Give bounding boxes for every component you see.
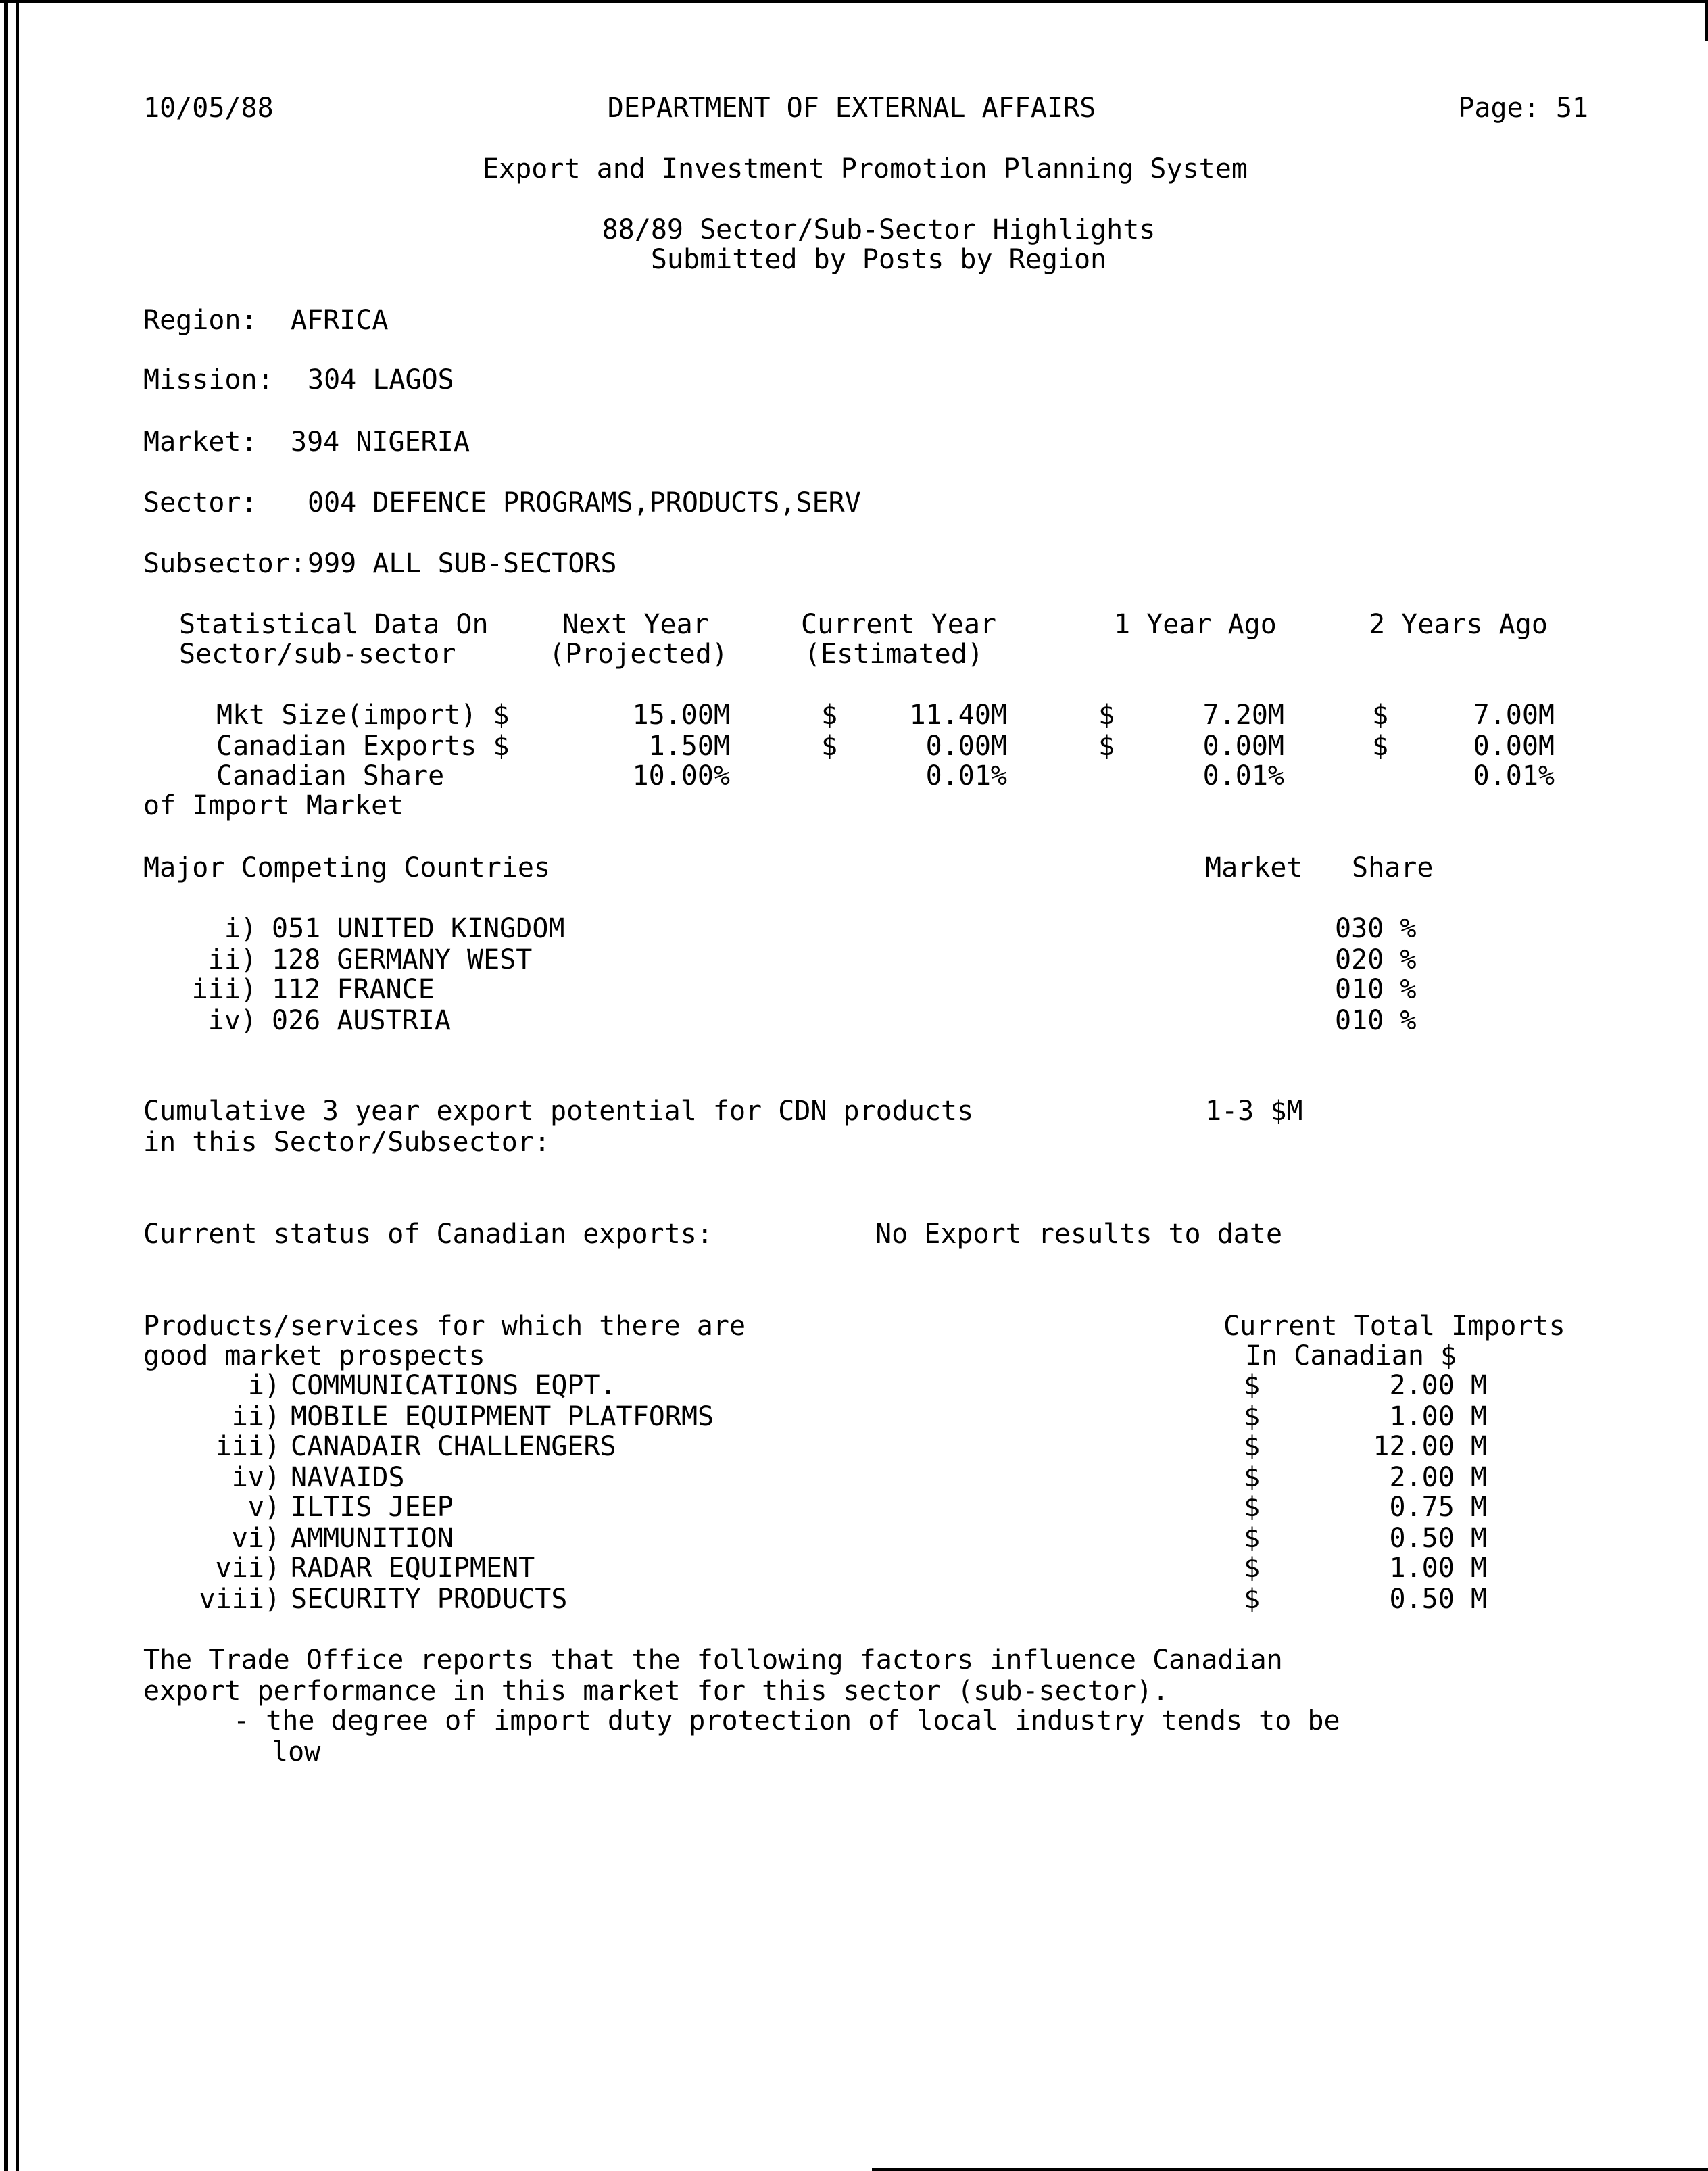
product-name: CANADAIR CHALLENGERS	[291, 1431, 616, 1462]
product-num: v)	[247, 1492, 280, 1523]
dollar-sign: $	[1244, 1492, 1261, 1523]
dollar-sign: $	[1372, 700, 1389, 731]
product-amount: 0.50 M	[1389, 1523, 1487, 1554]
competitor-country: 051 UNITED KINGDOM	[272, 913, 565, 944]
dollar-sign: $	[1244, 1370, 1261, 1401]
sector-label: Sector:	[143, 487, 258, 518]
factors-text-2: export performance in this market for this sector (sub-sector).	[143, 1676, 1169, 1707]
page-number: Page: 51	[1458, 93, 1588, 124]
competitor-num: iv)	[208, 1005, 257, 1036]
report-subtitle: 88/89 Sector/Sub-Sector Highlights	[602, 214, 1156, 245]
dollar-sign: $	[1244, 1462, 1261, 1493]
product-amount: 0.50 M	[1389, 1584, 1487, 1615]
product-name: SECURITY PRODUCTS	[291, 1584, 568, 1615]
competitor-country: 128 GERMANY WEST	[272, 944, 533, 975]
factor-bullet: - the degree of import duty protection of local industry tends to be	[233, 1705, 1340, 1736]
subsector-label: Subsector:	[143, 548, 306, 579]
status-value: No Export results to date	[875, 1219, 1283, 1250]
col-current-year-sub: (Estimated)	[804, 639, 983, 670]
col-next-year-sub: (Projected)	[549, 639, 728, 670]
stat-value: 11.40M	[909, 700, 1007, 731]
product-num: iii)	[215, 1431, 280, 1462]
imports-col-heading-2: In Canadian $	[1245, 1340, 1457, 1371]
stat-value: 0.00M	[925, 731, 1007, 762]
competitor-country: 112 FRANCE	[272, 974, 435, 1005]
subsector-value: 999 ALL SUB-SECTORS	[308, 548, 617, 579]
competitors-heading: Major Competing Countries	[143, 852, 551, 883]
competitors-col-market: Market	[1205, 852, 1303, 883]
product-num: viii)	[199, 1584, 280, 1615]
stat-value: 7.20M	[1202, 700, 1284, 731]
product-amount: 2.00 M	[1389, 1462, 1487, 1493]
product-amount: 1.00 M	[1389, 1401, 1487, 1432]
dollar-sign: $	[1244, 1401, 1261, 1432]
stat-value: 0.00M	[1473, 731, 1555, 762]
scan-left-edge	[4, 0, 8, 2171]
dollar-sign: $	[1244, 1584, 1261, 1615]
stat-value: 15.00M	[632, 700, 730, 731]
dollar-sign: $	[1244, 1553, 1261, 1584]
system-title: Export and Investment Promotion Planning System	[483, 153, 1248, 185]
competitor-num: i)	[224, 913, 257, 944]
dollar-sign: $	[821, 731, 838, 762]
competitors-col-share: Share	[1352, 852, 1434, 883]
factor-bullet-cont: low	[272, 1736, 321, 1767]
product-amount: 0.75 M	[1389, 1492, 1487, 1523]
dollar-sign: $	[821, 700, 838, 731]
competitor-share: 010 %	[1335, 1005, 1417, 1036]
scan-left-edge-inner	[16, 0, 19, 2171]
stat-value: 1.50M	[648, 731, 730, 762]
product-name: MOBILE EQUIPMENT PLATFORMS	[291, 1401, 714, 1432]
share-suffix: of Import Market	[143, 790, 404, 821]
product-name: ILTIS JEEP	[291, 1492, 454, 1523]
region-label: Region:	[143, 305, 258, 336]
product-num: i)	[247, 1370, 280, 1401]
product-amount: 2.00 M	[1389, 1370, 1487, 1401]
stat-row-label: Canadian Exports $	[216, 731, 510, 762]
stat-value: 7.00M	[1473, 700, 1555, 731]
competitor-share: 030 %	[1335, 913, 1417, 944]
col-next-year: Next Year	[562, 609, 709, 640]
competitor-num: iii)	[191, 974, 257, 1005]
mission-label: Mission:	[143, 364, 274, 395]
dollar-sign: $	[1372, 731, 1389, 762]
product-num: vii)	[215, 1553, 280, 1584]
competitor-country: 026 AUSTRIA	[272, 1005, 451, 1036]
market-label: Market:	[143, 426, 258, 458]
competitor-share: 020 %	[1335, 944, 1417, 975]
stats-heading-2: Sector/sub-sector	[179, 639, 456, 670]
stat-value: 10.00%	[632, 760, 730, 791]
region-value: AFRICA	[291, 305, 389, 336]
dollar-sign: $	[1098, 731, 1115, 762]
dollar-sign: $	[1098, 700, 1115, 731]
mission-value: 304 LAGOS	[308, 364, 454, 395]
product-num: iv)	[231, 1462, 280, 1493]
product-name: RADAR EQUIPMENT	[291, 1553, 535, 1584]
stat-value: 0.00M	[1202, 731, 1284, 762]
report-subtitle-2: Submitted by Posts by Region	[650, 244, 1107, 275]
potential-label: Cumulative 3 year export potential for CDN products	[143, 1096, 974, 1127]
scan-top-edge	[0, 0, 1708, 3]
sector-value: 004 DEFENCE PROGRAMS,PRODUCTS,SERV	[308, 487, 861, 518]
stat-row-label: Mkt Size(import) $	[216, 700, 510, 731]
potential-value: 1-3 $M	[1205, 1096, 1303, 1127]
potential-label-2: in this Sector/Subsector:	[143, 1127, 551, 1158]
department-title: DEPARTMENT OF EXTERNAL AFFAIRS	[607, 93, 1096, 124]
competitor-num: ii)	[208, 944, 257, 975]
factors-text: The Trade Office reports that the following factors influence Canadian	[143, 1644, 1283, 1676]
scan-bottom-edge	[872, 2168, 1708, 2171]
product-num: vi)	[231, 1523, 280, 1554]
col-2-years-ago: 2 Years Ago	[1369, 609, 1548, 640]
stats-heading: Statistical Data On	[179, 609, 489, 640]
competitor-share: 010 %	[1335, 974, 1417, 1005]
product-name: AMMUNITION	[291, 1523, 454, 1554]
product-name: COMMUNICATIONS EQPT.	[291, 1370, 616, 1401]
stat-value: 0.01%	[1202, 760, 1284, 791]
imports-col-heading: Current Total Imports	[1223, 1311, 1565, 1342]
report-date: 10/05/88	[143, 93, 274, 124]
col-current-year: Current Year	[801, 609, 996, 640]
dollar-sign: $	[1244, 1523, 1261, 1554]
product-amount: 1.00 M	[1389, 1553, 1487, 1584]
stat-value: 0.01%	[925, 760, 1007, 791]
market-value: 394 NIGERIA	[291, 426, 470, 458]
stat-value: 0.01%	[1473, 760, 1555, 791]
products-heading-2: good market prospects	[143, 1340, 485, 1371]
product-num: ii)	[231, 1401, 280, 1432]
product-name: NAVAIDS	[291, 1462, 405, 1493]
status-label: Current status of Canadian exports:	[143, 1219, 713, 1250]
dollar-sign: $	[1244, 1431, 1261, 1462]
col-1-year-ago: 1 Year Ago	[1114, 609, 1277, 640]
product-amount: 12.00 M	[1373, 1431, 1487, 1462]
products-heading: Products/services for which there are	[143, 1311, 746, 1342]
scan-right-edge	[1705, 0, 1708, 41]
stat-row-label: Canadian Share	[216, 760, 445, 791]
